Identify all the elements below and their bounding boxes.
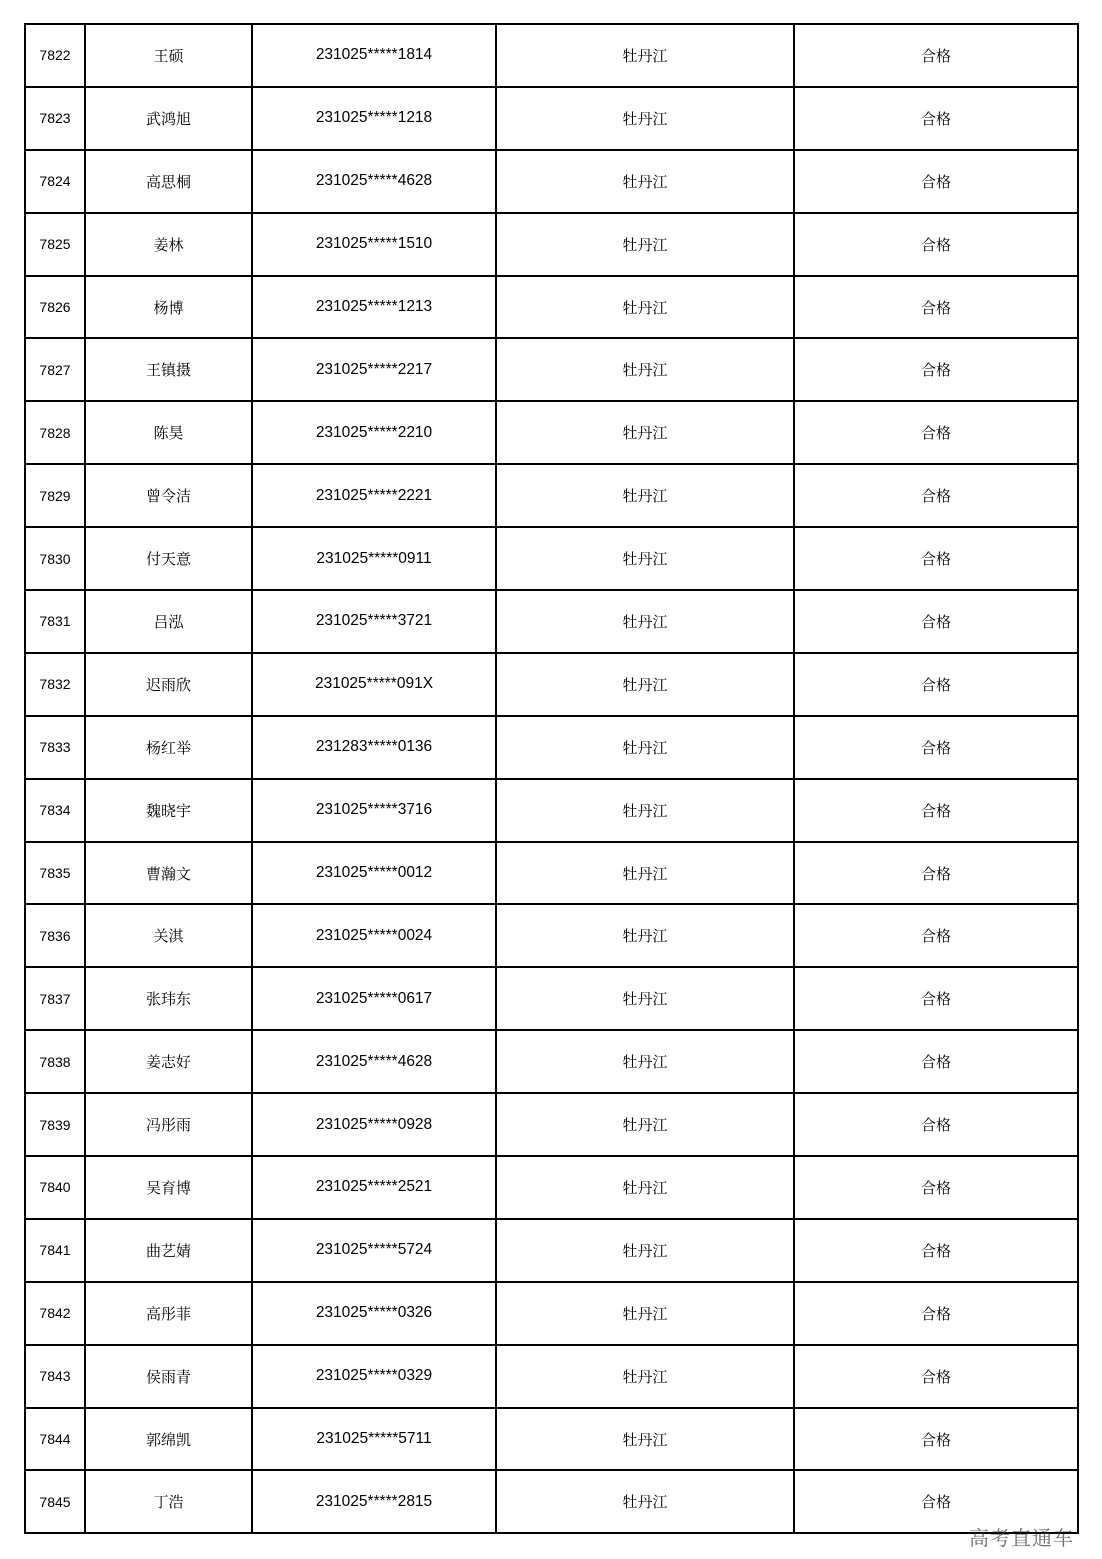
- candidate-name-cell: 付天意: [85, 527, 252, 590]
- table-row: [25, 401, 1078, 464]
- city-cell: 牡丹江: [496, 779, 794, 842]
- city-cell: 牡丹江: [496, 1470, 794, 1533]
- table-row: [25, 716, 1078, 779]
- watermark: 高考直通车: [969, 1526, 1074, 1550]
- id-number-cell: 231025*****0911: [252, 527, 496, 590]
- table-row: [25, 1219, 1078, 1282]
- id-number-cell: 231025*****2521: [252, 1156, 496, 1219]
- table-row: [25, 779, 1078, 842]
- result-cell: 合格: [794, 276, 1078, 339]
- row-number-cell: 7835: [25, 842, 85, 905]
- table-row: [25, 276, 1078, 339]
- table-row: [25, 1156, 1078, 1219]
- table-row: [25, 967, 1078, 1030]
- id-number-cell: 231025*****0024: [252, 904, 496, 967]
- result-cell: 合格: [794, 1408, 1078, 1471]
- table-row: [25, 653, 1078, 716]
- id-number-cell: 231025*****5711: [252, 1408, 496, 1471]
- city-cell: 牡丹江: [496, 464, 794, 527]
- row-number-cell: 7839: [25, 1093, 85, 1156]
- candidate-name-cell: 曹瀚文: [85, 842, 252, 905]
- row-number-cell: 7825: [25, 213, 85, 276]
- candidate-name-cell: 关淇: [85, 904, 252, 967]
- row-number-cell: 7831: [25, 590, 85, 653]
- table-row: [25, 1408, 1078, 1471]
- id-number-cell: 231025*****2210: [252, 401, 496, 464]
- row-number-cell: 7827: [25, 338, 85, 401]
- table-row: [25, 1345, 1078, 1408]
- result-cell: 合格: [794, 1156, 1078, 1219]
- table-row: [25, 87, 1078, 150]
- result-cell: 合格: [794, 401, 1078, 464]
- result-cell: 合格: [794, 779, 1078, 842]
- table-row: [25, 338, 1078, 401]
- city-cell: 牡丹江: [496, 1219, 794, 1282]
- id-number-cell: 231025*****0329: [252, 1345, 496, 1408]
- id-number-cell: 231025*****1218: [252, 87, 496, 150]
- candidate-name-cell: 王镇摄: [85, 338, 252, 401]
- candidate-name-cell: 高思桐: [85, 150, 252, 213]
- result-cell: 合格: [794, 967, 1078, 1030]
- candidate-name-cell: 吕泓: [85, 590, 252, 653]
- candidate-name-cell: 郭绵凯: [85, 1408, 252, 1471]
- id-number-cell: 231025*****5724: [252, 1219, 496, 1282]
- result-cell: 合格: [794, 1470, 1078, 1533]
- result-cell: 合格: [794, 464, 1078, 527]
- result-cell: 合格: [794, 842, 1078, 905]
- candidate-name-cell: 王硕: [85, 24, 252, 87]
- row-number-cell: 7844: [25, 1408, 85, 1471]
- candidate-name-cell: 丁浩: [85, 1470, 252, 1533]
- roster-table: [24, 23, 1079, 1534]
- row-number-cell: 7823: [25, 87, 85, 150]
- row-number-cell: 7824: [25, 150, 85, 213]
- result-cell: 合格: [794, 1030, 1078, 1093]
- result-cell: 合格: [794, 653, 1078, 716]
- row-number-cell: 7840: [25, 1156, 85, 1219]
- row-number-cell: 7833: [25, 716, 85, 779]
- result-cell: 合格: [794, 338, 1078, 401]
- result-cell: 合格: [794, 904, 1078, 967]
- id-number-cell: 231025*****0928: [252, 1093, 496, 1156]
- row-number-cell: 7822: [25, 24, 85, 87]
- city-cell: 牡丹江: [496, 1030, 794, 1093]
- row-number-cell: 7826: [25, 276, 85, 339]
- city-cell: 牡丹江: [496, 1156, 794, 1219]
- id-number-cell: 231025*****1510: [252, 213, 496, 276]
- candidate-name-cell: 曲艺婧: [85, 1219, 252, 1282]
- row-number-cell: 7838: [25, 1030, 85, 1093]
- row-number-cell: 7837: [25, 967, 85, 1030]
- result-cell: 合格: [794, 527, 1078, 590]
- table-row: [25, 213, 1078, 276]
- id-number-cell: 231025*****0326: [252, 1282, 496, 1345]
- id-number-cell: 231283*****0136: [252, 716, 496, 779]
- table-row: [25, 464, 1078, 527]
- result-cell: 合格: [794, 24, 1078, 87]
- city-cell: 牡丹江: [496, 653, 794, 716]
- result-cell: 合格: [794, 1219, 1078, 1282]
- candidate-name-cell: 姜志好: [85, 1030, 252, 1093]
- row-number-cell: 7834: [25, 779, 85, 842]
- city-cell: 牡丹江: [496, 967, 794, 1030]
- row-number-cell: 7842: [25, 1282, 85, 1345]
- candidate-name-cell: 冯彤雨: [85, 1093, 252, 1156]
- id-number-cell: 231025*****3716: [252, 779, 496, 842]
- row-number-cell: 7845: [25, 1470, 85, 1533]
- city-cell: 牡丹江: [496, 1093, 794, 1156]
- city-cell: 牡丹江: [496, 24, 794, 87]
- id-number-cell: 231025*****1213: [252, 276, 496, 339]
- row-number-cell: 7829: [25, 464, 85, 527]
- candidate-name-cell: 杨红举: [85, 716, 252, 779]
- candidate-name-cell: 姜林: [85, 213, 252, 276]
- table-row: [25, 1093, 1078, 1156]
- city-cell: 牡丹江: [496, 87, 794, 150]
- table-row: [25, 842, 1078, 905]
- candidate-name-cell: 杨博: [85, 276, 252, 339]
- id-number-cell: 231025*****2815: [252, 1470, 496, 1533]
- row-number-cell: 7843: [25, 1345, 85, 1408]
- table-row: [25, 1030, 1078, 1093]
- id-number-cell: 231025*****4628: [252, 150, 496, 213]
- id-number-cell: 231025*****3721: [252, 590, 496, 653]
- table-row: [25, 150, 1078, 213]
- row-number-cell: 7830: [25, 527, 85, 590]
- row-number-cell: 7828: [25, 401, 85, 464]
- id-number-cell: 231025*****2217: [252, 338, 496, 401]
- result-cell: 合格: [794, 150, 1078, 213]
- result-cell: 合格: [794, 1093, 1078, 1156]
- city-cell: 牡丹江: [496, 338, 794, 401]
- table-row: [25, 24, 1078, 87]
- city-cell: 牡丹江: [496, 590, 794, 653]
- result-cell: 合格: [794, 716, 1078, 779]
- result-cell: 合格: [794, 87, 1078, 150]
- result-cell: 合格: [794, 1345, 1078, 1408]
- city-cell: 牡丹江: [496, 842, 794, 905]
- candidate-name-cell: 魏晓宇: [85, 779, 252, 842]
- candidate-name-cell: 武鸿旭: [85, 87, 252, 150]
- city-cell: 牡丹江: [496, 716, 794, 779]
- city-cell: 牡丹江: [496, 1408, 794, 1471]
- city-cell: 牡丹江: [496, 401, 794, 464]
- candidate-name-cell: 高彤菲: [85, 1282, 252, 1345]
- id-number-cell: 231025*****1814: [252, 24, 496, 87]
- candidate-name-cell: 张玮东: [85, 967, 252, 1030]
- city-cell: 牡丹江: [496, 150, 794, 213]
- candidate-name-cell: 曾令洁: [85, 464, 252, 527]
- table-row: [25, 1282, 1078, 1345]
- roster-table-body: [25, 24, 1078, 1533]
- city-cell: 牡丹江: [496, 213, 794, 276]
- city-cell: 牡丹江: [496, 904, 794, 967]
- table-row: [25, 590, 1078, 653]
- row-number-cell: 7832: [25, 653, 85, 716]
- result-cell: 合格: [794, 1282, 1078, 1345]
- table-row: [25, 527, 1078, 590]
- candidate-name-cell: 侯雨青: [85, 1345, 252, 1408]
- city-cell: 牡丹江: [496, 1345, 794, 1408]
- id-number-cell: 231025*****0617: [252, 967, 496, 1030]
- result-cell: 合格: [794, 590, 1078, 653]
- row-number-cell: 7841: [25, 1219, 85, 1282]
- result-cell: 合格: [794, 213, 1078, 276]
- candidate-name-cell: 陈昊: [85, 401, 252, 464]
- id-number-cell: 231025*****4628: [252, 1030, 496, 1093]
- city-cell: 牡丹江: [496, 276, 794, 339]
- row-number-cell: 7836: [25, 904, 85, 967]
- id-number-cell: 231025*****0012: [252, 842, 496, 905]
- candidate-name-cell: 迟雨欣: [85, 653, 252, 716]
- id-number-cell: 231025*****091X: [252, 653, 496, 716]
- candidate-name-cell: 吴育博: [85, 1156, 252, 1219]
- city-cell: 牡丹江: [496, 527, 794, 590]
- table-row: [25, 904, 1078, 967]
- id-number-cell: 231025*****2221: [252, 464, 496, 527]
- table-row: [25, 1470, 1078, 1533]
- city-cell: 牡丹江: [496, 1282, 794, 1345]
